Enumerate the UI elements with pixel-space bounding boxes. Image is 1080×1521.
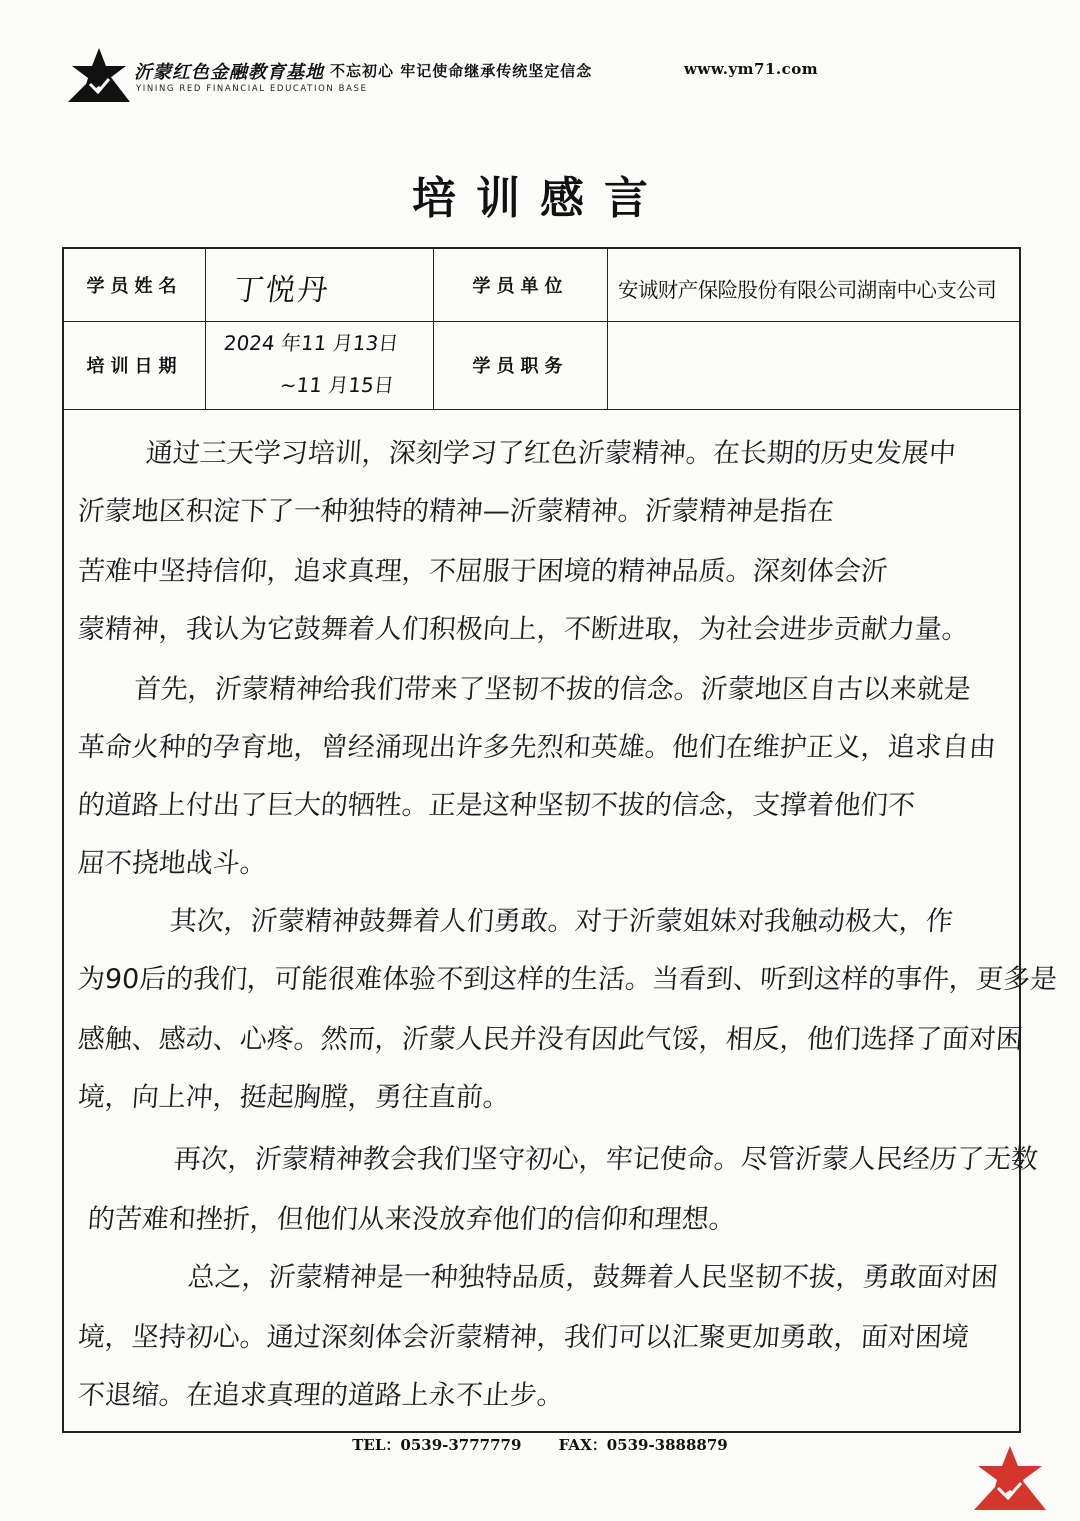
text-line: 沂蒙地区积淀下了一种独特的精神—沂蒙精神。沂蒙精神是指在 bbox=[76, 496, 835, 527]
text-line: 通过三天学习培训，深刻学习了红色沂蒙精神。在长期的历史发展中 bbox=[144, 438, 957, 469]
text-line: 为90后的我们，可能很难体验不到这样的生活。当看到、听到这样的事件，更多是 bbox=[76, 964, 1059, 995]
text-line: 其次，沂蒙精神鼓舞着人们勇敢。对于沂蒙姐妹对我触动极大，作 bbox=[168, 906, 954, 937]
form-row-name-unit bbox=[64, 249, 1019, 322]
unit-value: 安诚财产保险股份有限公司湖南中心支公司 bbox=[618, 278, 997, 302]
text-line: 总之，沂蒙精神是一种独特品质，鼓舞着人民坚韧不拔，勇敢面对困 bbox=[186, 1262, 999, 1293]
date-label: 培训日期 bbox=[64, 321, 206, 409]
text-line: 首先，沂蒙精神给我们带来了坚韧不拔的信念。沂蒙地区自古以来就是 bbox=[132, 674, 972, 705]
website-link[interactable]: www.ym71.com bbox=[684, 60, 819, 78]
form-row-date-position bbox=[64, 321, 1019, 410]
text-line: 不退缩。在追求真理的道路上永不止步。 bbox=[76, 1380, 565, 1411]
slogan: 不忘初心 牢记使命继承传统坚定信念 bbox=[330, 62, 593, 80]
training-form bbox=[62, 247, 1059, 1433]
contact-footer bbox=[0, 1434, 1080, 1455]
position-field[interactable] bbox=[608, 321, 1021, 409]
red-star-mountain-icon bbox=[972, 1444, 1048, 1510]
text-line: 的苦难和挫折，但他们从来没放弃他们的信仰和理想。 bbox=[86, 1204, 737, 1235]
date-start: 2024 年11 月13日 bbox=[222, 331, 400, 355]
name-label: 学员姓名 bbox=[64, 249, 206, 321]
star-mountain-logo bbox=[68, 46, 130, 102]
name-value: 丁悦丹 bbox=[231, 273, 332, 308]
text-line: 苦难中坚持信仰，追求真理，不屈服于困境的精神品质。深刻体会沂 bbox=[76, 556, 889, 587]
text-line: 境，坚持初心。通过深刻体会沂蒙精神，我们可以汇聚更加勇敢，面对困境 bbox=[76, 1322, 970, 1353]
brand-name: 沂蒙红色金融教育基地 bbox=[134, 62, 324, 83]
text-line: 的道路上付出了巨大的牺牲。正是这种坚韧不拔的信念，支撑着他们不 bbox=[76, 790, 916, 821]
letterhead bbox=[68, 44, 1028, 104]
text-line: 再次，沂蒙精神教会我们坚守初心，牢记使命。尽管沂蒙人民经历了无数 bbox=[172, 1144, 1039, 1175]
unit-label: 学员单位 bbox=[434, 249, 608, 321]
date-field[interactable] bbox=[206, 321, 434, 409]
brand-english: YINING RED FINANCIAL EDUCATION BASE bbox=[136, 84, 368, 94]
name-field[interactable] bbox=[206, 249, 434, 321]
unit-field[interactable] bbox=[608, 249, 1021, 321]
text-line: 革命火种的孕育地，曾经涌现出许多先烈和英雄。他们在维护正义，追求自由 bbox=[76, 732, 997, 763]
text-line: 蒙精神，我认为它鼓舞着人们积极向上，不断进取，为社会进步贡献力量。 bbox=[76, 614, 970, 645]
position-label: 学员职务 bbox=[434, 321, 608, 409]
tel-number: TEL：0539-3777779 bbox=[352, 1436, 522, 1454]
text-line: 屈不挠地战斗。 bbox=[76, 848, 268, 879]
text-line: 感触、感动、心疼。然而，沂蒙人民并没有因此气馁，相反，他们选择了面对困 bbox=[76, 1024, 1024, 1055]
page-title: 培训感言 bbox=[412, 173, 668, 224]
fax-number: FAX：0539-3888879 bbox=[558, 1436, 728, 1454]
text-line: 境，向上冲，挺起胸膛，勇往直前。 bbox=[76, 1082, 511, 1113]
date-end: ~11 月15日 bbox=[278, 373, 396, 397]
